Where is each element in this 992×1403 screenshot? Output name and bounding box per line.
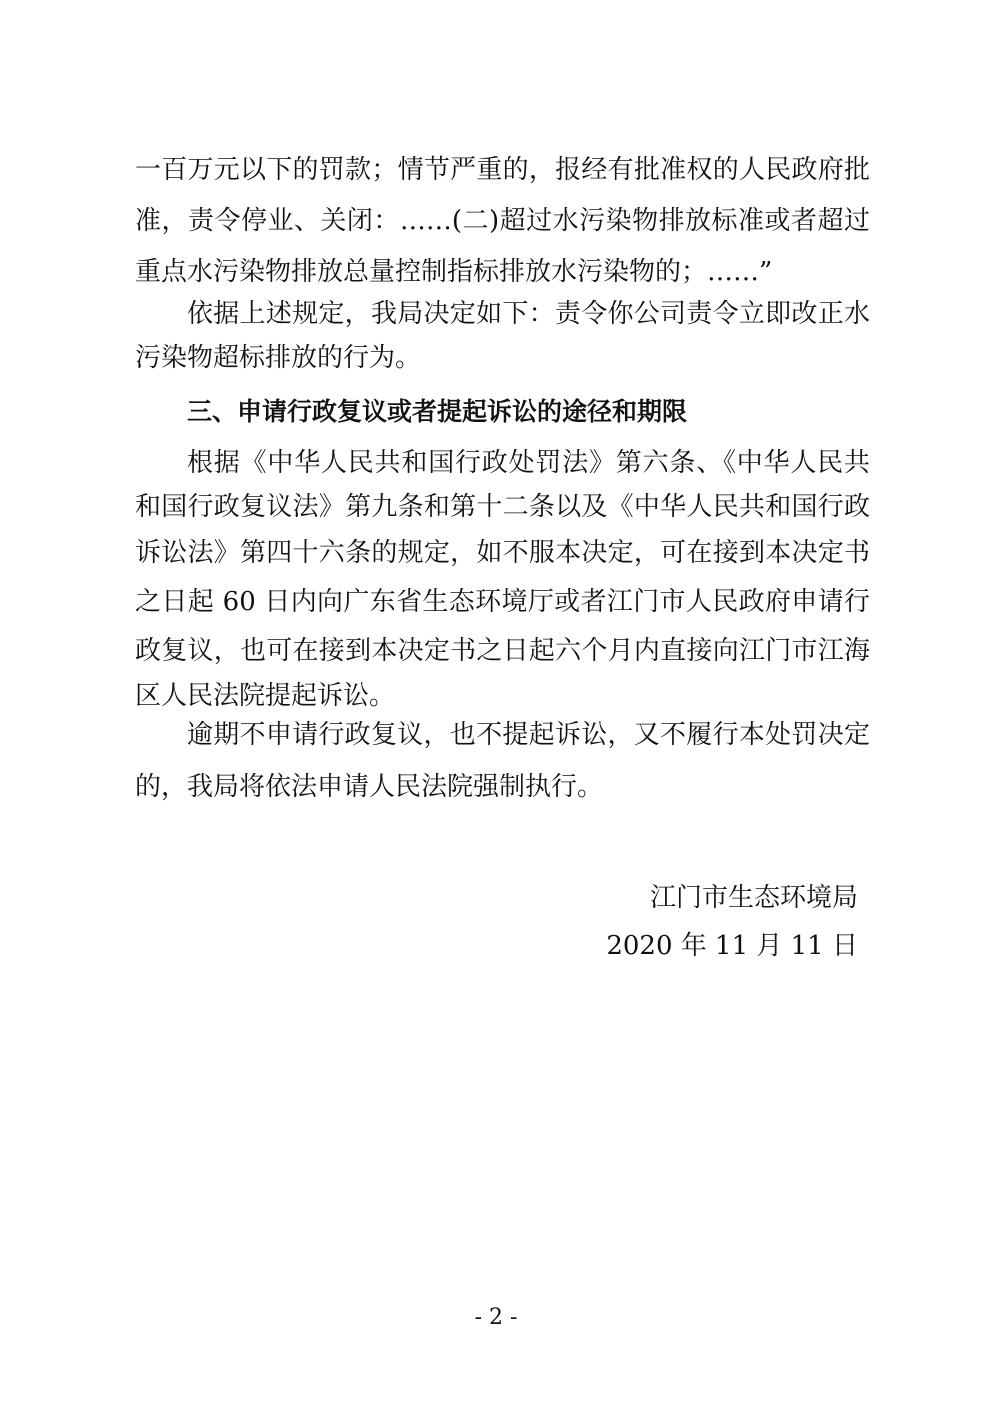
- section-heading: 三、申请行政复议或者提起诉讼的途径和期限: [187, 397, 688, 426]
- body-text-line: 污染物超标排放的行为。: [135, 343, 422, 373]
- body-text-line: 根据《中华人民共和国行政处罚法》第六条、《中华人民共: [187, 448, 870, 478]
- body-text-line: 依据上述规定，我局决定如下：责令你公司责令立即改正水: [187, 299, 870, 329]
- body-text-line: 之日起 60 日内向广东省生态环境厅或者江门市人民政府申请行: [135, 587, 870, 617]
- body-text-line: 区人民法院提起诉讼。: [135, 681, 396, 711]
- page-number: - 2 -: [474, 1305, 518, 1330]
- body-text-line: 一百万元以下的罚款；情节严重的，报经有批准权的人民政府批: [135, 155, 870, 185]
- body-text-line: 政复议，也可在接到本决定书之日起六个月内直接向江门市江海: [135, 636, 870, 666]
- body-text-line: 的，我局将依法申请人民法院强制执行。: [135, 772, 604, 802]
- issue-date: 2020 年 11 月 11 日: [606, 931, 858, 961]
- body-text-line: 和国行政复议法》第九条和第十二条以及《中华人民共和国行政: [135, 492, 870, 522]
- body-text-line: 诉讼法》第四十六条的规定，如不服本决定，可在接到本决定书: [135, 538, 870, 568]
- body-text-line: 逾期不申请行政复议，也不提起诉讼，又不履行本处罚决定: [187, 720, 870, 750]
- body-text-line: 重点水污染物排放总量控制指标排放水污染物的；……”: [135, 257, 773, 287]
- body-text-line: 准，责令停业、关闭：……(二)超过水污染物排放标准或者超过: [135, 206, 870, 236]
- issuing-organization: 江门市生态环境局: [649, 883, 858, 913]
